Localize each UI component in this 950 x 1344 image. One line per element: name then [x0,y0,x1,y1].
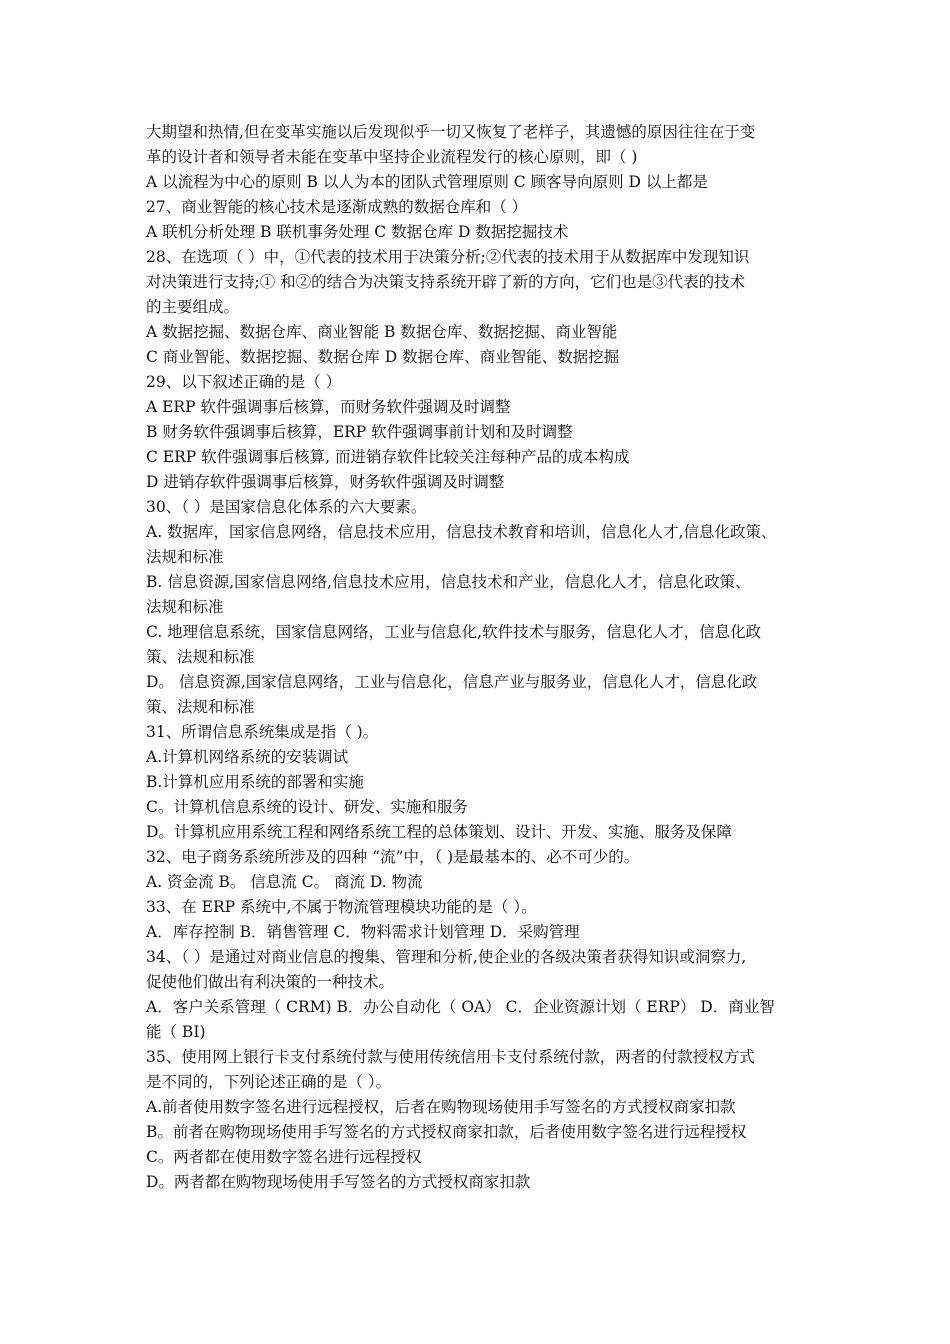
text-line: A 数据挖掘、数据仓库、商业智能 B 数据仓库、数据挖掘、商业智能 [146,323,618,341]
text-line: 能（ BI) [146,1023,206,1041]
text-line: 28、在选项（ ）中，①代表的技术用于决策分析;②代表的技术用于从数据库中发现知识 [146,248,750,266]
text-line: D。 信息资源,国家信息网络，工业与信息化，信息产业与服务业，信息化人才，信息化政 [146,673,758,691]
text-line: B 财务软件强调事后核算，ERP 软件强调事前计划和及时调整 [146,423,573,441]
text-line: A. 数据库，国家信息网络，信息技术应用，信息技术教育和培训，信息化人才,信息化政策、 [146,523,777,541]
text-line: B. 信息资源,国家信息网络,信息技术应用，信息技术和产业，信息化人才，信息化政策、 [146,573,751,591]
text-line: 是不同的，下列论述正确的是（ ）。 [146,1073,392,1091]
text-line: 大期望和热情,但在变革实施以后发现似乎一切又恢复了老样子，其遗憾的原因往往在于变 [146,123,756,141]
text-line: 促使他们做出有利决策的一种技术。 [146,973,395,991]
text-line: A.前者使用数字签名进行远程授权，后者在购物现场使用手写签名的方式授权商家扣款 [146,1098,736,1116]
text-line: A ERP 软件强调事后核算，而财务软件强调及时调整 [146,398,511,416]
text-line: 策、法规和标准 [146,698,255,716]
text-line: C 商业智能、数据挖掘、数据仓库 D 数据仓库、商业智能、数据挖掘 [146,348,620,366]
text-line: 法规和标准 [146,598,224,616]
text-line: A.计算机网络系统的安装调试 [146,748,349,766]
text-line: 策、法规和标准 [146,648,255,666]
text-line: 革的设计者和领导者未能在变革中坚持企业流程发行的核心原则，即（ ) [146,148,638,166]
text-line: 27、商业智能的核心技术是逐渐成熟的数据仓库和（ ） [146,198,528,216]
text-line: 29、以下叙述正确的是（ ） [146,373,342,391]
text-line: C. 地理信息系统，国家信息网络，工业与信息化,软件技术与服务，信息化人才，信息化政 [146,623,762,641]
text-line: A. 资金流 B。 信息流 C。 商流 D. 物流 [146,873,423,891]
text-line: 31、所谓信息系统集成是指（ )。 [146,723,379,741]
text-line: 32、电子商务系统所涉及的四种 “流”中，（ )是最基本的、必不可少的。 [146,848,640,866]
text-line: C。两者都在使用数字签名进行远程授权 [146,1148,422,1166]
text-line: B。前者在购物现场使用手写签名的方式授权商家扣款，后者使用数字签名进行远程授权 [146,1123,747,1141]
text-line: 33、在 ERP 系统中,不属于物流管理模块功能的是（ ）。 [146,898,537,916]
text-line: D 进销存软件强调事后核算，财务软件强调及时调整 [146,473,505,491]
text-line: A 以流程为中心的原则 B 以人为本的团队式管理原则 C 顾客导向原则 D 以上都是 [146,173,708,191]
text-line: D。计算机应用系统工程和网络系统工程的总体策划、设计、开发、实施、服务及保障 [146,823,732,841]
text-line: 对决策进行支持;① 和②的结合为决策支持系统开辟了新的方向，它们也是③代表的技术 [146,273,746,291]
text-line: 34、（ ）是通过对商业信息的搜集、管理和分析,使企业的各级决策者获得知识或洞察力, [146,948,747,966]
text-line: 的主要组成。 [146,298,240,316]
text-line: 法规和标准 [146,548,224,566]
text-line: C。计算机信息系统的设计、研发、实施和服务 [146,798,468,816]
text-line: A．库存控制 B．销售管理 C．物料需求计划管理 D．采购管理 [146,923,580,941]
document-body [146,120,822,1195]
text-line: A 联机分析处理 B 联机事务处理 C 数据仓库 D 数据挖掘技术 [146,223,569,241]
text-line: B.计算机应用系统的部署和实施 [146,773,364,791]
text-line: D。两者都在购物现场使用手写签名的方式授权商家扣款 [146,1173,531,1191]
text-line: 35、使用网上银行卡支付系统付款与使用传统信用卡支付系统付款，两者的付款授权方式 [146,1048,755,1066]
text-line: C ERP 软件强调事后核算, 而进销存软件比较关注每种产品的成本构成 [146,448,630,466]
text-line: A．客户关系管理（ CRM) B．办公自动化（ OA） C．企业资源计划（ ERP） D．商业智 [146,998,775,1016]
text-line: 30、（ ）是国家信息化体系的六大要素。 [146,498,427,516]
